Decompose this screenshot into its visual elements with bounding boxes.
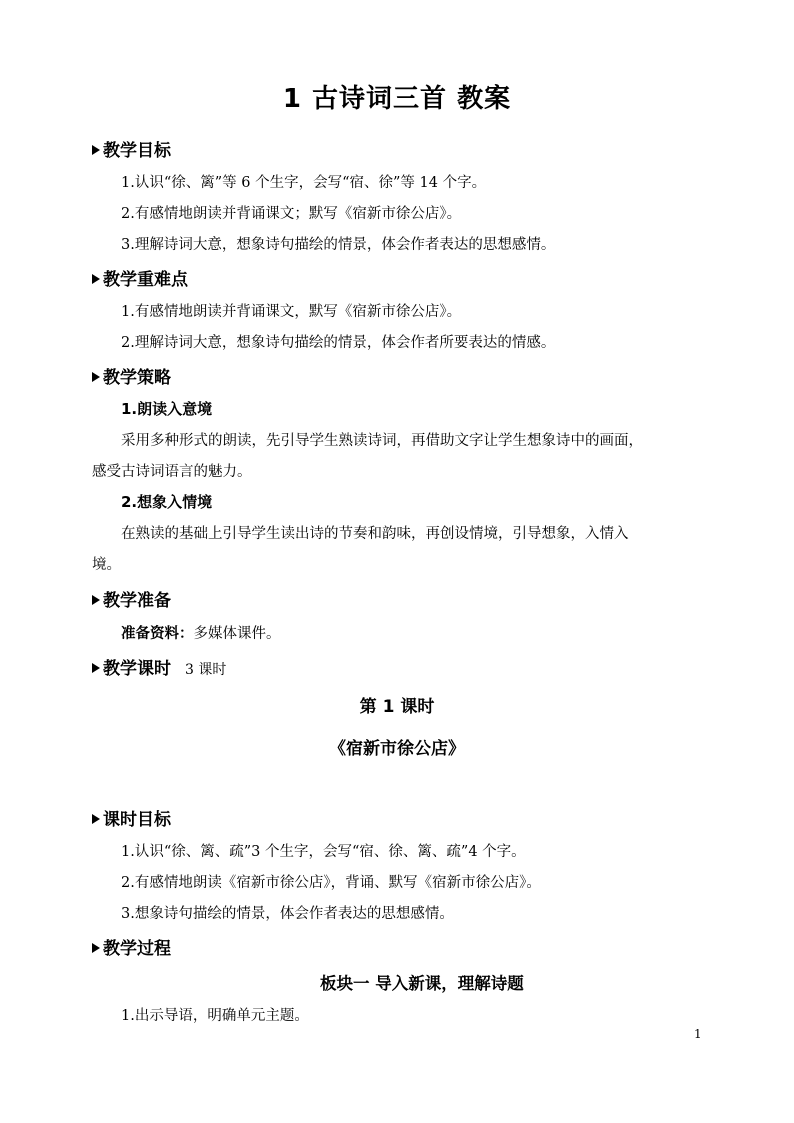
heading-class-hours: 教学课时 3 课时 [92,654,226,679]
triangle-bullet-icon [92,372,100,382]
triangle-bullet-icon [92,663,100,673]
process-item-1: 1.出示导语，明确单元主题。 [121,1008,309,1024]
goal-item-2: 2.有感情地朗读并背诵课文；默写《宿新市徐公店》。 [121,206,462,222]
lesson-goal-item-3: 3.想象诗句描绘的情景，体会作者表达的思想感情。 [121,906,454,922]
preparation-label: 准备资料： [121,626,194,642]
heading-teaching-goals: 教学目标 [92,136,171,161]
triangle-bullet-icon [92,274,100,284]
strategy-1-title: 1.朗读入意境 [121,400,213,418]
goal-item-3: 3.理解诗词大意，想象诗句描绘的情景，体会作者表达的思想感情。 [121,237,556,253]
triangle-bullet-icon [92,145,100,155]
strategy-2-title: 2.想象入情境 [121,493,213,511]
key-item-1: 1.有感情地朗读并背诵课文，默写《宿新市徐公店》。 [121,304,462,320]
triangle-bullet-icon [92,814,100,824]
preparation-value: 多媒体课件。 [193,626,281,642]
key-item-2: 2.理解诗词大意，想象诗句描绘的情景，体会作者所要表达的情感。 [121,335,556,351]
lesson-poem-title: 《宿新市徐公店》 [329,739,465,759]
strategy-2-line-2: 境。 [92,557,121,573]
strategy-1-line-1: 采用多种形式的朗读，先引导学生熟读诗词，再借助文字让学生想象诗中的画面， [121,433,643,449]
lesson-goal-item-2: 2.有感情地朗读《宿新市徐公店》，背诵、默写《宿新市徐公店》。 [121,875,541,891]
triangle-bullet-icon [92,595,100,605]
heading-key-points: 教学重难点 [92,265,188,290]
page-number: 1 [694,1027,702,1041]
preparation-line [121,622,281,643]
strategy-1-line-2: 感受古诗词语言的魅力。 [92,464,252,480]
class-hours-value: 3 课时 [185,662,227,678]
lesson-goal-item-1: 1.认识“徐、篱、疏”3 个生字，会写“宿、徐、篱、疏”4 个字。 [121,844,526,860]
triangle-bullet-icon [92,943,100,953]
document-title: 1 古诗词三首 教案 [282,84,512,114]
goal-item-1: 1.认识“徐、篱”等 6 个生字，会写“宿、徐”等 14 个字。 [121,175,487,191]
strategy-2-line-1: 在熟读的基础上引导学生读出诗的节奏和韵味，再创设情境，引导想象，入情入 [121,526,629,542]
block-1-title: 板块一 导入新课，理解诗题 [320,974,524,993]
heading-teaching-process: 教学过程 [92,934,171,959]
heading-preparation: 教学准备 [92,586,171,611]
heading-lesson-goals: 课时目标 [92,805,171,830]
lesson-title: 第 1 课时 [359,697,435,717]
heading-strategy: 教学策略 [92,363,171,388]
